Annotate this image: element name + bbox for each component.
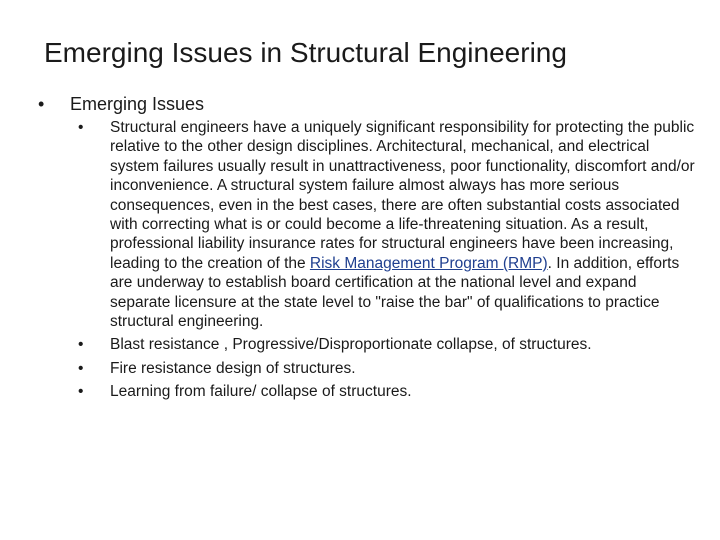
list-item: [76, 359, 696, 378]
item-text-before-link: Structural engineers have a uniquely significant responsibility for protecting the public relative to the other design disciplines. Architectural, mechanical, and electrical system failures usually result in unattractiveness, poor functionality, discomfort and/or inconvenience. A structural system failure almost always has more serious consequences, even in the best cases, there are often substantial costs associated with correcting what is or could become a life-threatening situation. As a result, professional liability insurance rates for structural engineers have been increasing, leading to the creation of the: [110, 119, 695, 272]
item-text-after-link: . In addition, efforts are underway to establish board certification at the national level and expand separate licensure at the state level to "raise the bar" of qualifications to practice structural engineering.: [110, 254, 680, 331]
item-text: Blast resistance , Progressive/Disproportionate collapse, of structures.: [110, 336, 592, 354]
item-text: Fire resistance design of structures.: [110, 359, 356, 377]
list-item: [76, 335, 696, 354]
slide-title: Emerging Issues in Structural Engineering: [44, 37, 567, 68]
list-item: [76, 382, 696, 401]
item-text: [110, 119, 695, 330]
bullet-icon: •: [78, 383, 84, 401]
bullet-icon: •: [78, 359, 84, 377]
bullet-icon: •: [78, 119, 84, 136]
bullet-icon: •: [38, 94, 45, 114]
bullet-icon: •: [78, 336, 84, 354]
item-text: Learning from failure/ collapse of structures.: [110, 383, 412, 401]
section-heading: Emerging Issues: [70, 94, 205, 114]
list-item: [76, 118, 696, 331]
sub-bullet-list: [76, 118, 696, 406]
rmp-link[interactable]: Risk Management Program (RMP): [309, 254, 548, 272]
